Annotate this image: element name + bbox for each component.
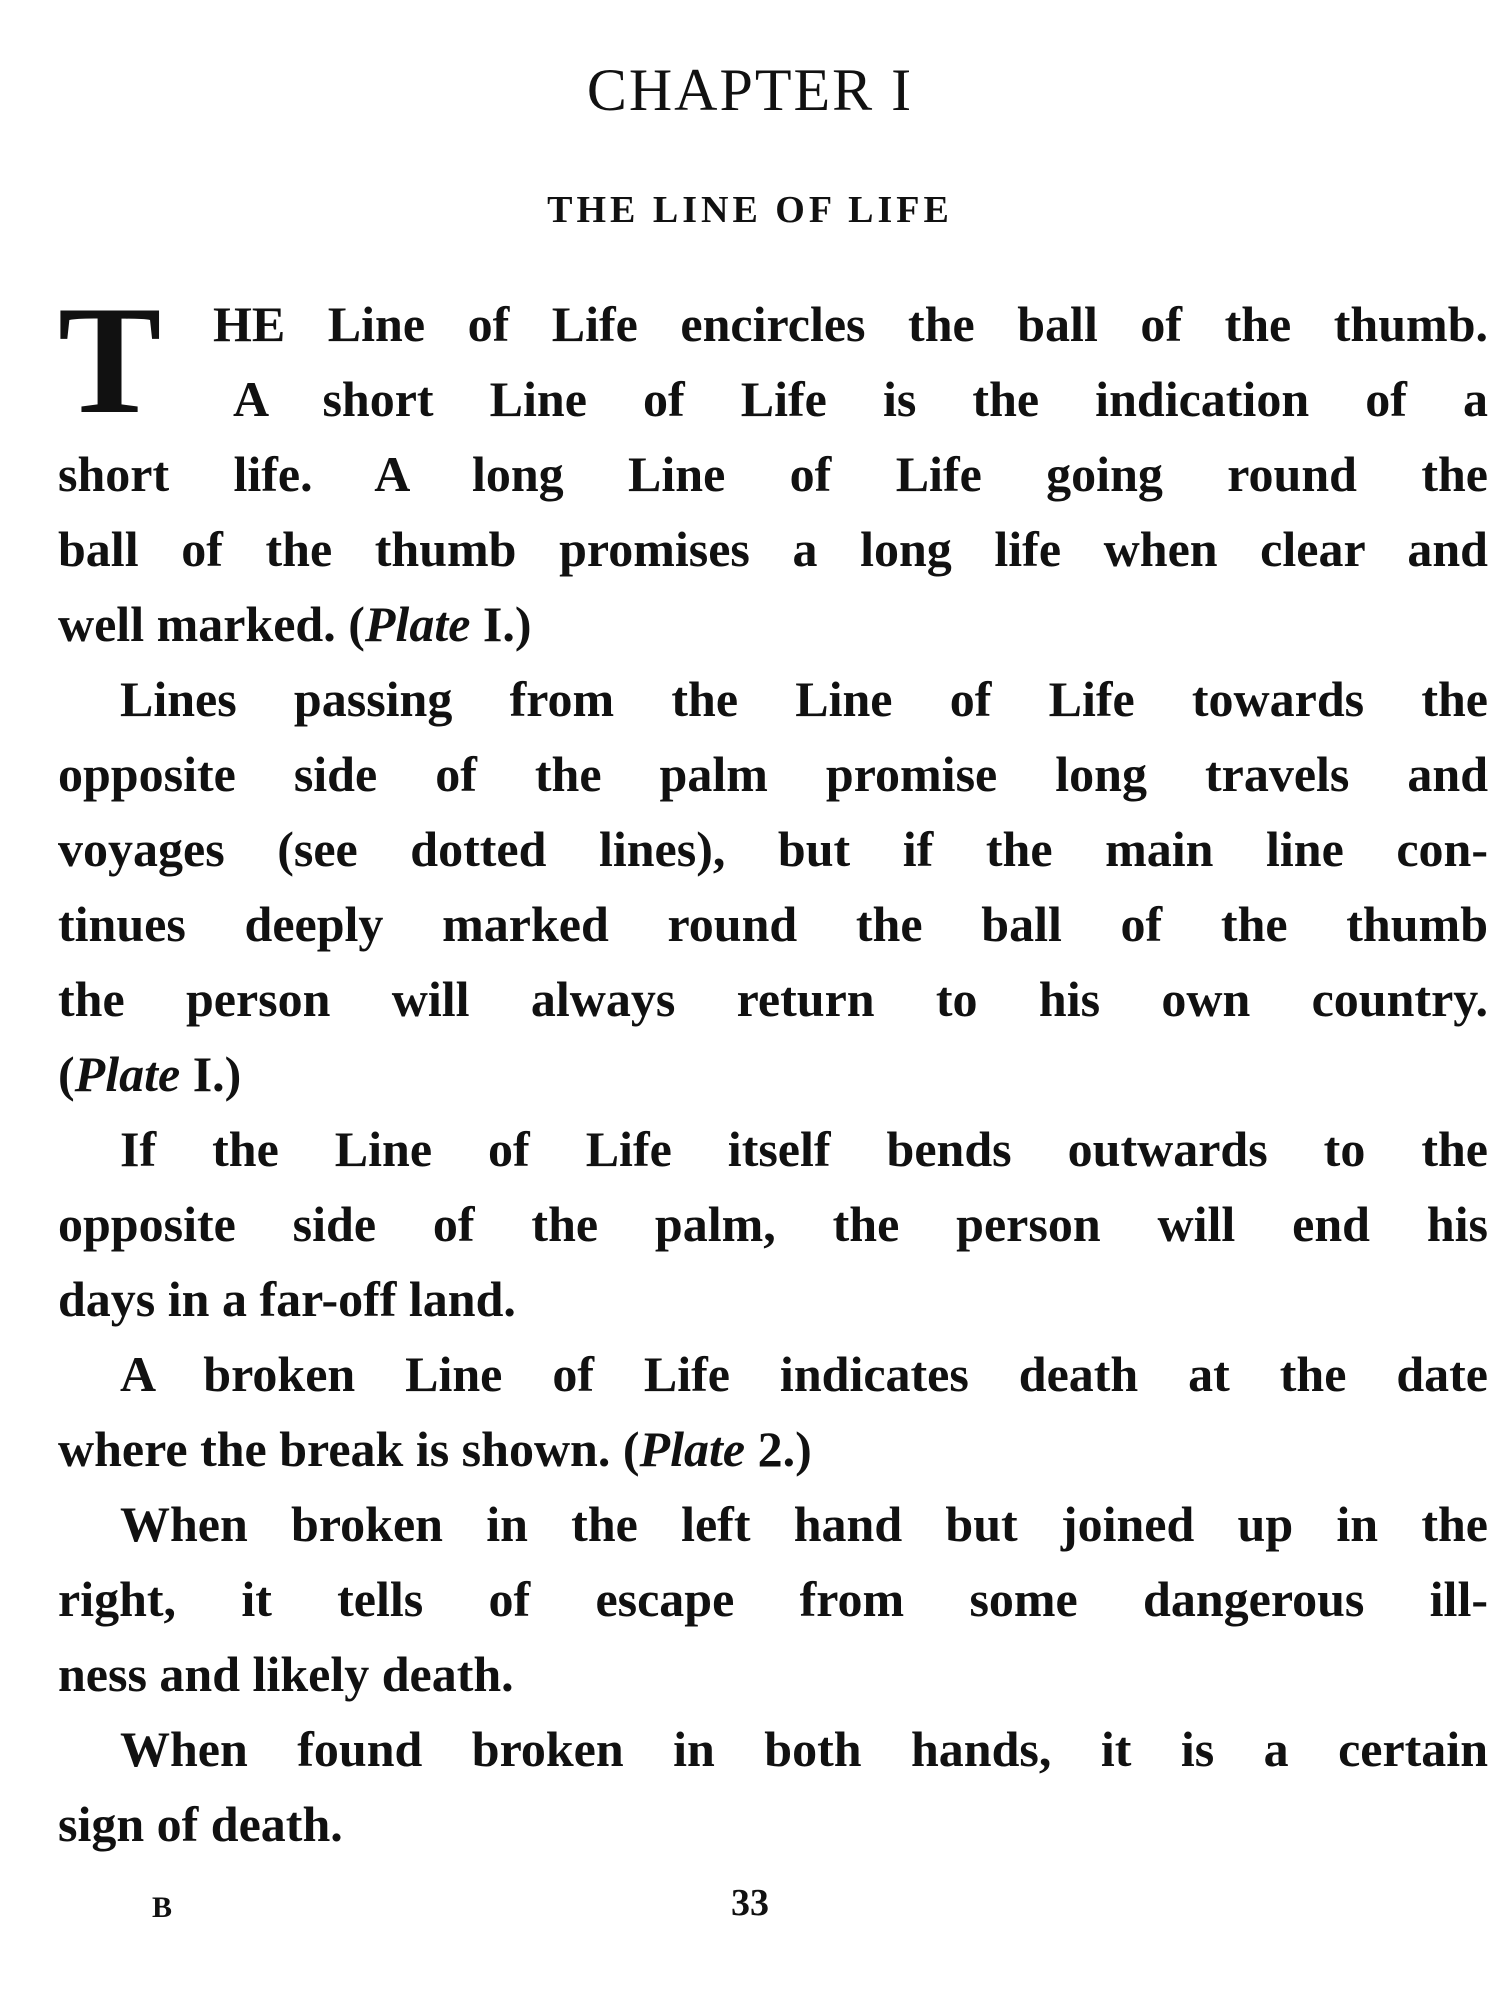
text-line: ness and likely death. xyxy=(58,1646,514,1702)
text-line: If the Line of Life itself bends outwards to the xyxy=(120,1121,1488,1177)
body-text xyxy=(58,274,1488,1862)
text-line: days in a far-off land. xyxy=(58,1271,516,1327)
text-line: When broken in the left hand but joined up in the xyxy=(120,1496,1488,1552)
text-line: tinues deeply marked round the ball of the thumb xyxy=(58,896,1488,952)
text-line: sign of death. xyxy=(58,1796,343,1852)
text-line xyxy=(58,1412,1488,1487)
text-span: I.) xyxy=(180,1046,242,1102)
text-line: short life. A long Line of Life going round the xyxy=(58,446,1488,502)
text-line: ball of the thumb promises a long life when clear and xyxy=(58,521,1488,577)
text-line: When found broken in both hands, it is a certain xyxy=(120,1721,1488,1777)
text-line: A broken Line of Life indicates death at the date xyxy=(120,1346,1488,1402)
plate-reference: Plate xyxy=(639,1421,746,1477)
drop-cap: T xyxy=(58,274,162,446)
plate-reference: Plate xyxy=(364,596,471,652)
text-span: 2.) xyxy=(745,1421,812,1477)
text-line xyxy=(58,1037,1488,1112)
text-line: right, it tells of escape from some dangerous ill- xyxy=(58,1571,1488,1627)
text-span: where the break is shown. ( xyxy=(58,1421,640,1477)
text-line: opposite side of the palm, the person will end his xyxy=(58,1196,1488,1252)
text-line: A short Line of Life is the indication of a xyxy=(233,371,1488,427)
text-line: HE Line of Life encircles the ball of the thumb. xyxy=(213,296,1488,352)
text-line: the person will always return to his own country. xyxy=(58,971,1488,1027)
text-span: ( xyxy=(58,1046,75,1102)
text-line xyxy=(58,587,1488,662)
page-number: 33 xyxy=(731,1882,769,1924)
chapter-heading: CHAPTER I xyxy=(586,57,914,123)
text-line: voyages (see dotted lines), but if the main line con- xyxy=(58,821,1488,877)
text-line: Lines passing from the Line of Life towards the xyxy=(120,671,1488,727)
chapter-title: THE LINE OF LIFE xyxy=(547,189,953,231)
signature-mark: B xyxy=(152,1891,173,1924)
plate-reference: Plate xyxy=(74,1046,181,1102)
text-span: I.) xyxy=(470,596,532,652)
text-span: well marked. ( xyxy=(58,596,365,652)
text-line: opposite side of the palm promise long travels and xyxy=(58,746,1488,802)
